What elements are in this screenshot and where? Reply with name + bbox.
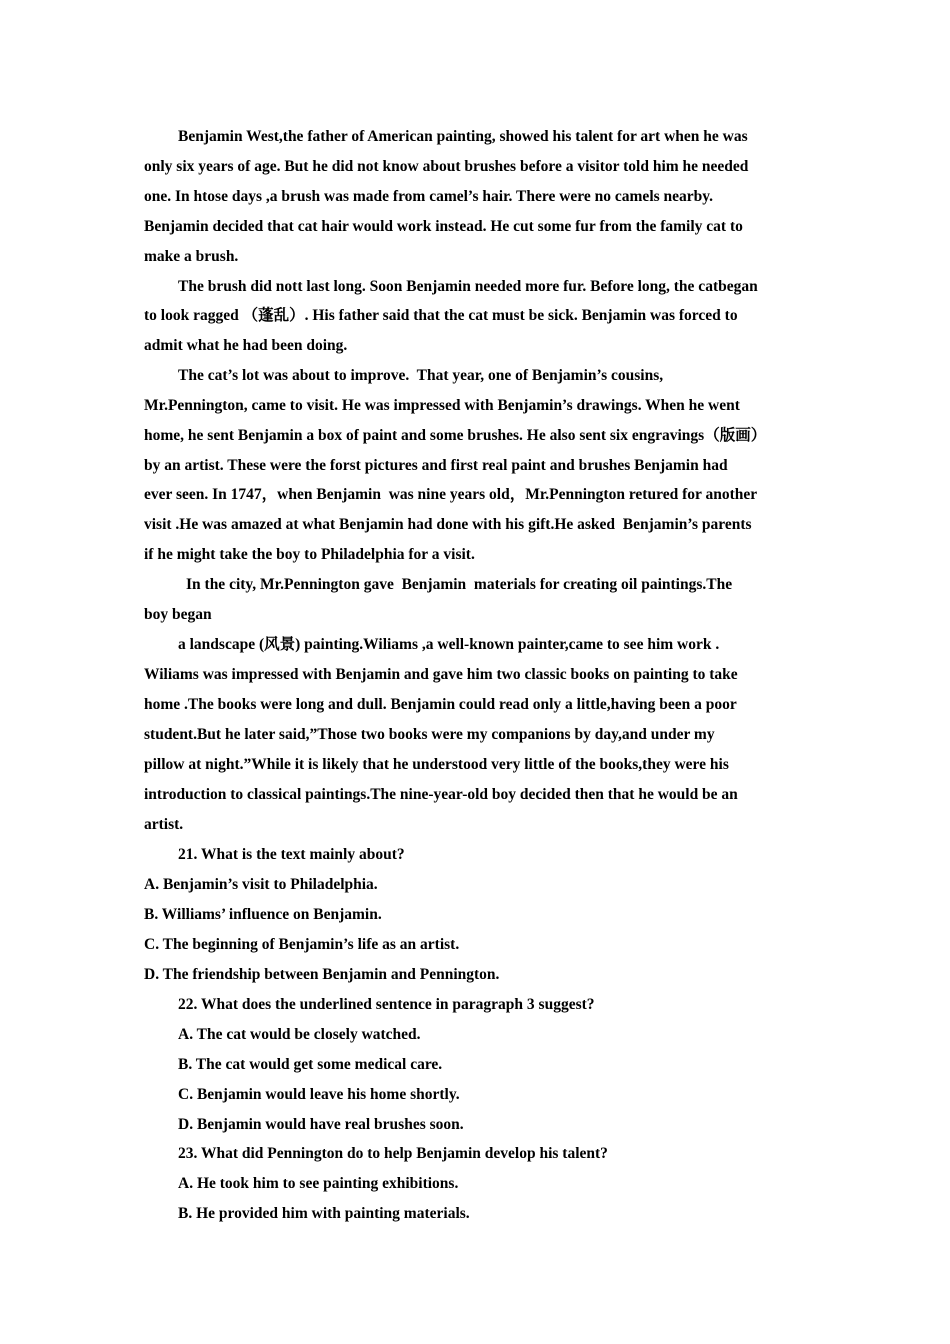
answer-option: B. He provided him with painting materials.	[178, 1205, 470, 1222]
passage-line: to look ragged （蓬乱）. His father said that the cat must be sick. Benjamin was forced to	[144, 307, 738, 324]
answer-option: D. The friendship between Benjamin and Pennington.	[144, 966, 500, 983]
answer-option: A. The cat would be closely watched.	[178, 1026, 421, 1043]
passage-line: visit .He was amazed at what Benjamin had done with his gift.He asked Benjamin’s parents	[144, 516, 752, 533]
passage-line: home, he sent Benjamin a box of paint and some brushes. He also sent six engravings（版画）	[144, 427, 767, 444]
passage-line: Benjamin West,the father of American painting, showed his talent for art when he was	[178, 128, 748, 145]
passage-line: In the city, Mr.Pennington gave Benjamin materials for creating oil paintings.The	[186, 576, 733, 593]
passage-line: make a brush.	[144, 248, 239, 265]
passage-line: a landscape (风景) painting.Wiliams ,a well-known painter,came to see him work .	[178, 636, 720, 653]
passage-line: The brush did nott last long. Soon Benjamin needed more fur. Before long, the catbegan	[178, 278, 758, 295]
passage-line: if he might take the boy to Philadelphia for a visit.	[144, 546, 475, 563]
passage-line: artist.	[144, 816, 184, 833]
passage-line: Benjamin decided that cat hair would work instead. He cut some fur from the family cat to	[144, 218, 743, 235]
answer-option: D. Benjamin would have real brushes soon.	[178, 1116, 464, 1133]
answer-option: A. Benjamin’s visit to Philadelphia.	[144, 876, 378, 893]
question-stem: 22. What does the underlined sentence in paragraph 3 suggest?	[178, 996, 595, 1013]
passage-line: The cat’s lot was about to improve. That year, one of Benjamin’s cousins,	[178, 367, 664, 384]
passage-line: boy began	[144, 606, 212, 623]
passage-line: ever seen. In 1747，when Benjamin was nine years old，Mr.Pennington retured for another	[144, 486, 758, 503]
passage-line: admit what he had been doing.	[144, 337, 348, 354]
passage-line: only six years of age. But he did not know about brushes before a visitor told him he needed	[144, 158, 749, 175]
passage-line: home .The books were long and dull. Benjamin could read only a little,having been a poor	[144, 696, 737, 713]
passage-line: by an artist. These were the forst pictures and first real paint and brushes Benjamin had	[144, 457, 728, 474]
passage-line: pillow at night.”While it is likely that he understood very little of the books,they were his	[144, 756, 729, 773]
answer-option: C. Benjamin would leave his home shortly.	[178, 1086, 460, 1103]
answer-option: B. The cat would get some medical care.	[178, 1056, 443, 1073]
answer-option: B. Williams’ influence on Benjamin.	[144, 906, 382, 923]
passage-line: student.But he later said,”Those two books were my companions by day,and under my	[144, 726, 715, 743]
answer-option: A. He took him to see painting exhibitions.	[178, 1175, 459, 1192]
passage-line: Mr.Pennington, came to visit. He was impressed with Benjamin’s drawings. When he went	[144, 397, 740, 414]
question-stem: 23. What did Pennington do to help Benjamin develop his talent?	[178, 1145, 608, 1162]
passage-line: one. In htose days ,a brush was made from camel’s hair. There were no camels nearby.	[144, 188, 714, 205]
question-stem: 21. What is the text mainly about?	[178, 846, 405, 863]
answer-option: C. The beginning of Benjamin’s life as an artist.	[144, 936, 460, 953]
passage-line: Wiliams was impressed with Benjamin and gave him two classic books on painting to take	[144, 666, 738, 683]
passage-line: introduction to classical paintings.The nine-year-old boy decided then that he would be an	[144, 786, 738, 803]
